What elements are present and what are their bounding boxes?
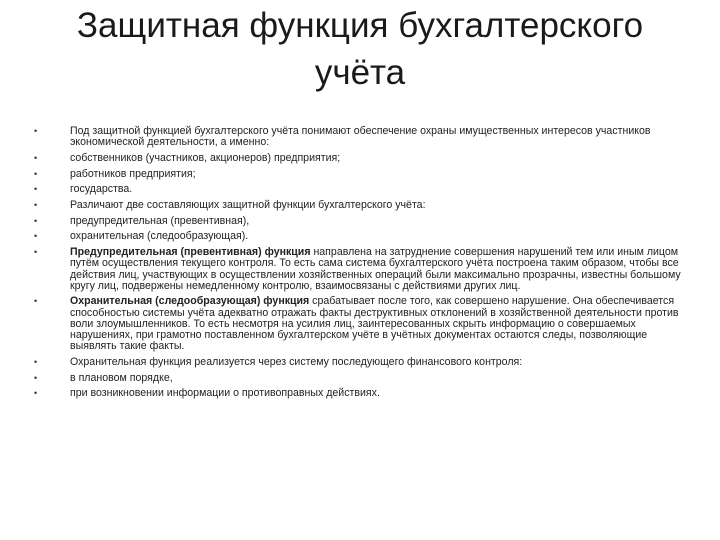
list-item bbox=[34, 184, 684, 195]
bullet-icon: • bbox=[34, 247, 38, 258]
item-text: охранительная (следообразующая). bbox=[70, 230, 249, 243]
list-item bbox=[34, 126, 684, 148]
bullet-icon: • bbox=[34, 184, 38, 195]
bullet-icon: • bbox=[34, 296, 38, 307]
item-text: работников предприятия; bbox=[70, 167, 196, 180]
bullet-icon: • bbox=[34, 152, 38, 163]
item-text: направлена на затруднение совершения нарушений тем или иным лицом путём осуществления текущего контроля. То есть сама система бухгалтерского учёта построена таким образом, чтобы все действия лиц, участвующих в осуществлении хозяйственных операций были максимально прозрачны, известны большому кругу лиц, подвержены немедленному контролю, взаимосвязаны с действиями других лиц. bbox=[70, 246, 681, 292]
bullet-icon: • bbox=[34, 215, 38, 226]
bullet-icon: • bbox=[34, 126, 38, 136]
bullet-icon: • bbox=[34, 388, 38, 399]
item-text: Различают две составляющих защитной функции бухгалтерского учёта: bbox=[70, 199, 426, 212]
list-item bbox=[34, 169, 684, 180]
item-text: срабатывает после того, как совершено нарушение. Она обеспечивается способностью системы учёта адекватно отражать факты деструктивных отклонений в хозяйственной деятельности против воли злоумышленников. То есть несмотря на усилия лиц, заинтересованных скрыть информацию о совершаемых нарушениях, при грамотно поставленном бухгалтерском учёте в учётных документах остаются следы, позволяющие выявлять такие факты. bbox=[70, 295, 679, 353]
bullet-icon: • bbox=[34, 372, 38, 383]
bullet-icon: • bbox=[34, 200, 38, 211]
bullet-icon: • bbox=[34, 356, 38, 367]
list-item bbox=[34, 247, 684, 292]
slide-title: Защитная функция бухгалтерского учёта bbox=[76, 6, 644, 92]
list-item bbox=[34, 388, 684, 399]
list-item bbox=[34, 153, 684, 164]
item-text: Под защитной функцией бухгалтерского учёта понимают обеспечение охраны имущественных интересов участников экономической деятельности, а именно: bbox=[70, 125, 651, 149]
item-bold-text: Предупредительная (превентивная) функция bbox=[70, 246, 311, 259]
item-bold-text: Охранительная (следообразующая) функция bbox=[70, 295, 310, 308]
bullet-icon: • bbox=[34, 168, 38, 179]
list-item bbox=[34, 200, 684, 211]
item-text: в плановом порядке, bbox=[70, 371, 173, 384]
item-text: при возникновении информации о противоправных действиях. bbox=[70, 387, 380, 400]
list-item bbox=[34, 357, 684, 368]
bullet-icon: • bbox=[34, 231, 38, 242]
list-item bbox=[34, 231, 684, 242]
list-item bbox=[34, 216, 684, 227]
item-text: государства. bbox=[70, 183, 133, 196]
item-text: Охранительная функция реализуется через систему последующего финансового контроля: bbox=[70, 355, 523, 368]
bullet-list bbox=[34, 126, 684, 404]
item-text: предупредительная (превентивная), bbox=[70, 214, 250, 227]
item-text: собственников (участников, акционеров) предприятия; bbox=[70, 151, 341, 164]
list-item bbox=[34, 296, 684, 352]
list-item bbox=[34, 373, 684, 384]
